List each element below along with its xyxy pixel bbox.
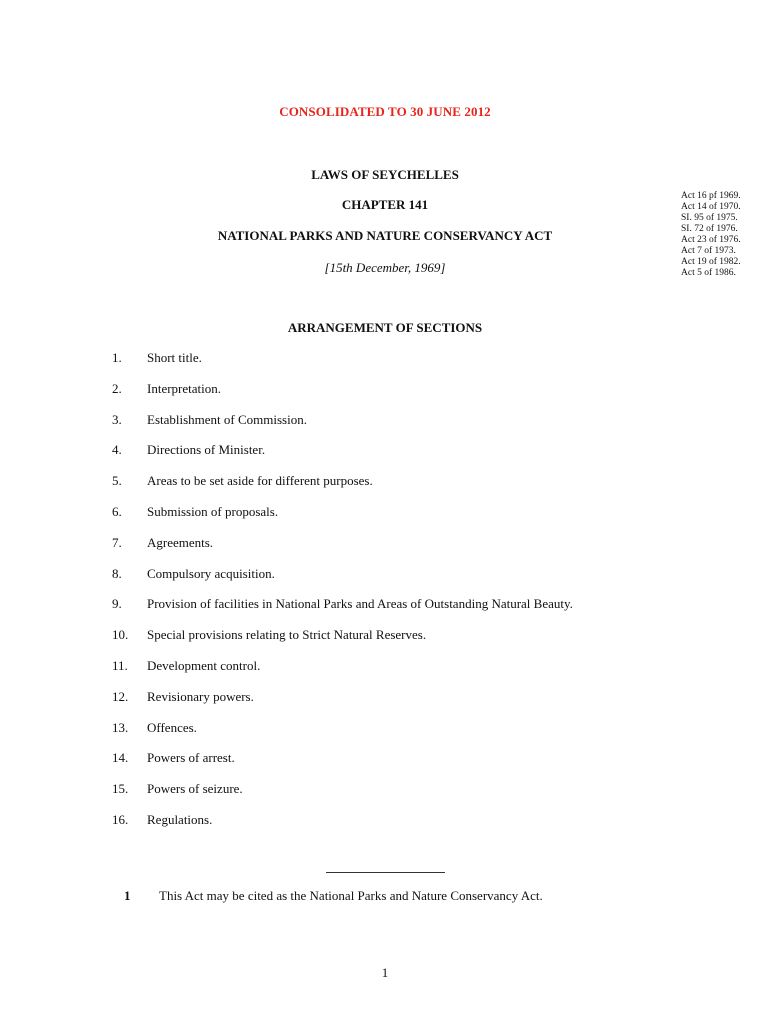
section-entry	[0, 812, 770, 843]
history-entry: Act 14 of 1970.	[681, 202, 741, 212]
history-entry: SI. 72 of 1976.	[681, 224, 738, 234]
section-entry	[0, 781, 770, 812]
history-entry: Act 5 of 1986.	[681, 268, 736, 278]
section-title: Special provisions relating to Strict Natural Reserves.	[147, 627, 427, 643]
history-entry: Act 16 pf 1969.	[681, 191, 741, 201]
section-title: Submission of proposals.	[147, 503, 279, 519]
laws-of-heading: LAWS OF SEYCHELLES	[311, 167, 459, 182]
section-number: 16.	[112, 811, 129, 827]
section-number: 3.	[112, 411, 122, 427]
section-entry	[0, 566, 770, 597]
section-entry	[0, 689, 770, 720]
chapter-heading: CHAPTER 141	[341, 197, 429, 212]
section-title: Short title.	[147, 350, 202, 365]
section-divider	[326, 872, 445, 873]
section-title: Powers of seizure.	[147, 781, 243, 797]
section-number: 15.	[112, 781, 129, 797]
history-entry: SI. 95 of 1975.	[681, 213, 738, 223]
legislative-history	[681, 191, 767, 279]
section-title: Development control.	[147, 657, 261, 673]
section-title: Revisionary powers.	[147, 688, 254, 704]
act-title: NATIONAL PARKS AND NATURE CONSERVANCY ACT	[217, 228, 553, 243]
section-entry	[0, 535, 770, 566]
section-title: Agreements.	[147, 534, 214, 550]
section-title: Interpretation.	[147, 380, 221, 396]
sections-list	[0, 350, 770, 843]
section-number: 10.	[112, 627, 129, 643]
section-entry	[0, 350, 770, 381]
section-1-number: 1	[124, 888, 131, 903]
section-entry	[0, 720, 770, 751]
section-entry	[0, 596, 770, 627]
section-entry	[0, 750, 770, 781]
section-entry	[0, 627, 770, 658]
section-title: Compulsory acquisition.	[147, 565, 275, 581]
section-title: Powers of arrest.	[147, 750, 235, 766]
section-number: 11.	[112, 657, 128, 673]
section-title: Provision of facilities in National Parks and Areas of Outstanding Natural Beauty.	[147, 596, 573, 612]
section-number: 1.	[112, 350, 122, 365]
section-number: 13.	[112, 719, 129, 735]
section-number: 14.	[112, 750, 129, 766]
page-number: 1	[381, 965, 389, 980]
section-number: 8.	[112, 565, 122, 581]
section-number: 9.	[112, 596, 122, 612]
arrangement-heading: ARRANGEMENT OF SECTIONS	[287, 320, 483, 335]
section-number: 2.	[112, 380, 122, 396]
section-title: Offences.	[147, 719, 197, 735]
history-entry: Act 23 of 1976.	[681, 235, 741, 245]
history-entry: Act 7 of 1973.	[681, 246, 736, 256]
enactment-date: [15th December, 1969]	[324, 260, 446, 275]
section-entry	[0, 412, 770, 443]
section-number: 12.	[112, 688, 129, 704]
section-number: 4.	[112, 442, 122, 458]
section-entry	[0, 504, 770, 535]
section-number: 7.	[112, 534, 122, 550]
section-title: Areas to be set aside for different purposes.	[147, 473, 373, 489]
section-title: Establishment of Commission.	[147, 411, 307, 427]
section-1-text: This Act may be cited as the National Parks and Nature Conservancy Act.	[159, 888, 543, 903]
section-number: 6.	[112, 503, 122, 519]
history-entry: Act 19 of 1982.	[681, 257, 741, 267]
section-entry	[0, 442, 770, 473]
consolidated-notice: CONSOLIDATED TO 30 JUNE 2012	[279, 104, 491, 119]
section-entry	[0, 381, 770, 412]
section-entry	[0, 473, 770, 504]
section-entry	[0, 658, 770, 689]
section-title: Regulations.	[147, 811, 213, 827]
section-title: Directions of Minister.	[147, 442, 266, 458]
section-number: 5.	[112, 473, 122, 489]
